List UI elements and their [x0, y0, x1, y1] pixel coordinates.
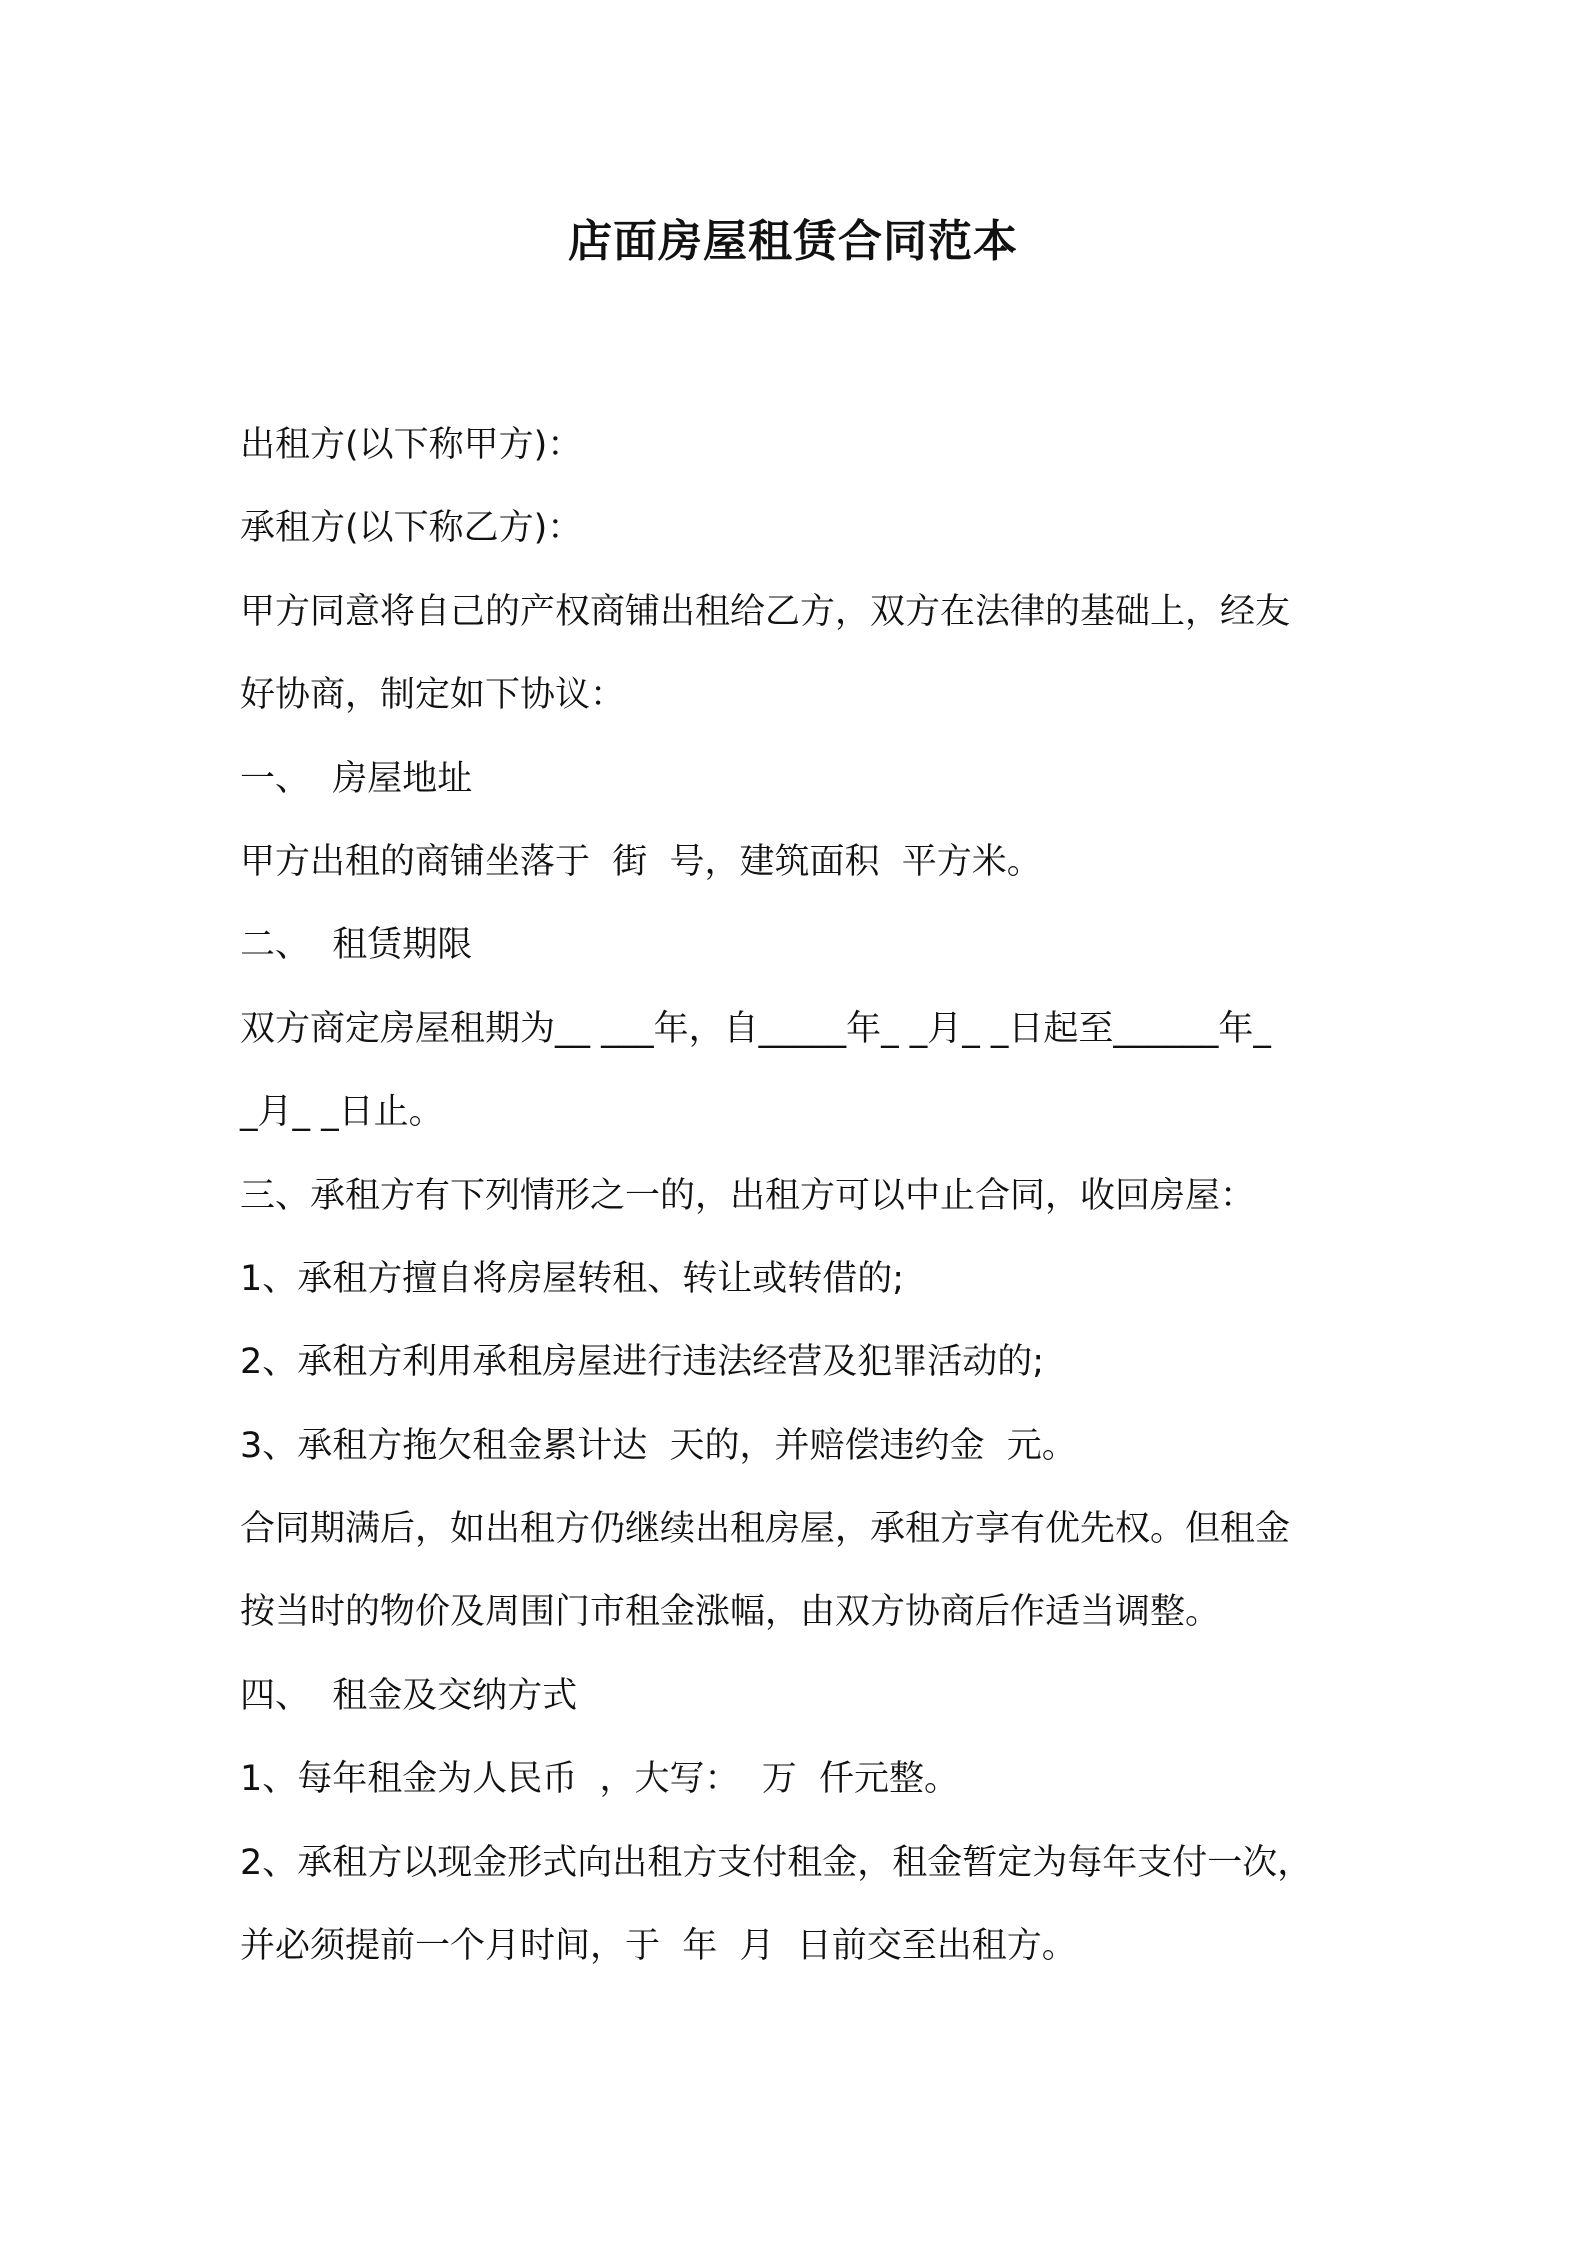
section-3-heading: 三、承租方有下列情形之一的，出租方可以中止合同，收回房屋： — [240, 1175, 1256, 1216]
section-1-heading: 一、 房屋地址 — [240, 758, 473, 799]
termination-clause-2: 2、承租方利用承租房屋进行违法经营及犯罪活动的; — [240, 1342, 1045, 1383]
payment-method-line-2: 并必须提前一个月时间，于 年 月 日前交至出租方。 — [240, 1926, 1077, 1967]
contract-body — [240, 404, 1360, 1988]
lessee-line: 承租方(以下称乙方)： — [240, 508, 583, 549]
lease-term-line-2: _月_ _日止。 — [240, 1092, 444, 1133]
lease-term-line-1: 双方商定房屋租期为__ ___年，自_____年_ _月_ _日起至______年_ — [240, 1008, 1271, 1049]
document-title: 店面房屋租赁合同范本 — [568, 216, 1018, 267]
rent-amount-line: 1、每年租金为人民币 ，大写： 万 仟元整。 — [240, 1759, 960, 1800]
section-2-heading: 二、 租赁期限 — [240, 925, 473, 966]
agreement-intro-line-1: 甲方同意将自己的产权商铺出租给乙方，双方在法律的基础上，经友 — [240, 591, 1291, 632]
termination-clause-3: 3、承租方拖欠租金累计达 天的，并赔偿违约金 元。 — [240, 1425, 1077, 1466]
section-4-heading: 四、 租金及交纳方式 — [240, 1675, 578, 1716]
renewal-line-2: 按当时的物价及周围门市租金涨幅，由双方协商后作适当调整。 — [240, 1592, 1221, 1633]
payment-method-line-1: 2、承租方以现金形式向出租方支付租金，租金暂定为每年支付一次， — [240, 1842, 1313, 1883]
termination-clause-1: 1、承租方擅自将房屋转租、转让或转借的; — [240, 1258, 905, 1299]
property-address-line: 甲方出租的商铺坐落于 街 号，建筑面积 平方米。 — [240, 841, 1042, 882]
renewal-line-1: 合同期满后，如出租方仍继续出租房屋，承租方享有优先权。但租金 — [240, 1509, 1291, 1550]
agreement-intro-line-2: 好协商，制定如下协议： — [240, 675, 626, 716]
lessor-line: 出租方(以下称甲方)： — [240, 425, 583, 465]
